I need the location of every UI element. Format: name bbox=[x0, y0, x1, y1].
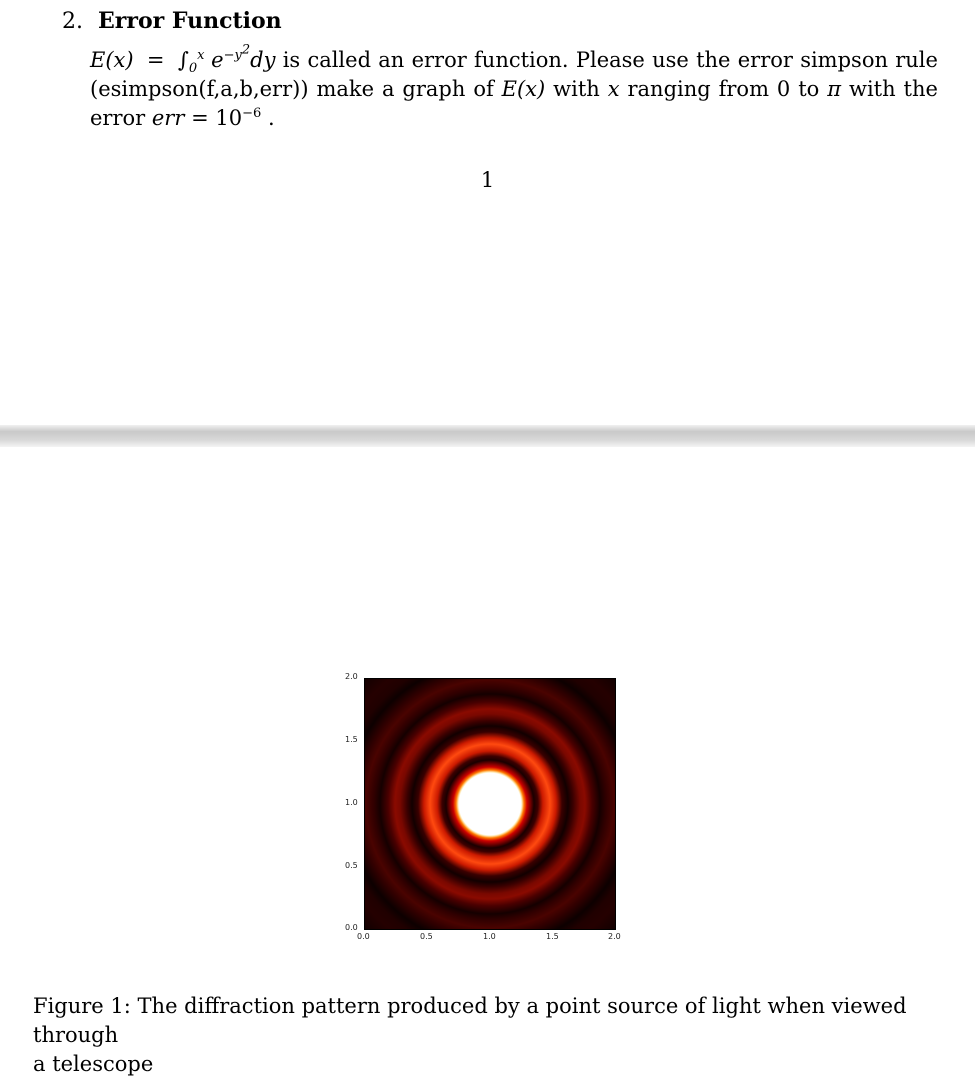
section-number: 2. bbox=[62, 9, 83, 34]
word: the bbox=[696, 48, 731, 72]
math-word: π bbox=[827, 77, 842, 101]
word: a bbox=[381, 77, 395, 101]
word: use bbox=[652, 48, 689, 72]
paragraph-line-1 bbox=[90, 42, 938, 77]
word: is bbox=[282, 48, 301, 72]
word: from bbox=[718, 77, 769, 101]
word: of bbox=[473, 77, 494, 101]
word: function. bbox=[474, 48, 569, 72]
integral-lower-bound: 0 bbox=[188, 61, 198, 77]
word: an bbox=[378, 48, 405, 72]
caption-label: Figure 1: bbox=[33, 994, 131, 1018]
paragraph-line-2 bbox=[90, 75, 938, 104]
word: to bbox=[798, 77, 820, 101]
word: error bbox=[737, 48, 793, 72]
caption-text-line-2: a telescope bbox=[33, 1052, 154, 1076]
diffraction-pattern-image bbox=[364, 678, 616, 930]
integral-sign: ∫ bbox=[177, 48, 189, 72]
paragraph-line-3 bbox=[90, 104, 938, 133]
word: with bbox=[553, 77, 600, 101]
y-tick-label: 1.5 bbox=[345, 735, 358, 744]
page-separator bbox=[0, 425, 975, 447]
equals-value: = 10 bbox=[191, 106, 243, 130]
problem-paragraph bbox=[90, 42, 938, 133]
x-tick-label: 1.5 bbox=[546, 932, 559, 941]
integrand-base: e bbox=[211, 48, 224, 72]
caption-text-line-1: The diffraction pattern produced by a point source of light when viewed through bbox=[33, 994, 907, 1047]
x-tick-label: 2.0 bbox=[608, 932, 621, 941]
word: rule bbox=[895, 48, 938, 72]
figure-caption bbox=[33, 992, 938, 1079]
word: make bbox=[316, 77, 375, 101]
word: with bbox=[848, 77, 896, 101]
figure bbox=[330, 671, 630, 941]
word: (esimpson(f,a,b,err)) bbox=[90, 77, 309, 101]
x-tick-label: 0.5 bbox=[420, 932, 433, 941]
word: simpson bbox=[800, 48, 888, 72]
integral-upper-bound: x bbox=[197, 48, 205, 63]
page-number: 1 bbox=[480, 168, 495, 192]
y-tick-label: 0.5 bbox=[345, 861, 358, 870]
word: Please bbox=[575, 48, 645, 72]
math-word: x bbox=[607, 77, 620, 101]
integrand-exponent-square: 2 bbox=[241, 42, 251, 58]
integrand-exponent: −y bbox=[223, 48, 242, 63]
word: graph bbox=[402, 77, 466, 101]
exponent: −6 bbox=[242, 106, 262, 121]
page-1 bbox=[0, 0, 975, 425]
section-heading bbox=[62, 8, 282, 34]
word: 0 bbox=[776, 77, 791, 101]
y-tick-label: 2.0 bbox=[345, 672, 358, 681]
x-tick-label: 0.0 bbox=[357, 932, 370, 941]
word: called bbox=[307, 48, 372, 72]
function-name: E(x) bbox=[90, 48, 134, 72]
equals-sign: = bbox=[146, 48, 165, 72]
y-tick-label: 1.0 bbox=[345, 798, 358, 807]
error-function-definition bbox=[90, 42, 276, 77]
x-tick-label: 1.0 bbox=[483, 932, 496, 941]
math-word: E(x) bbox=[501, 77, 546, 101]
section-title: Error Function bbox=[98, 8, 282, 34]
y-tick-label: 0.0 bbox=[345, 923, 358, 932]
page-2 bbox=[0, 447, 975, 1076]
period: . bbox=[267, 106, 275, 130]
word: error bbox=[411, 48, 467, 72]
word: error bbox=[90, 106, 146, 130]
differential: dy bbox=[250, 48, 276, 72]
math-word: err bbox=[151, 106, 185, 130]
word: ranging bbox=[627, 77, 711, 101]
word: the bbox=[903, 77, 938, 101]
